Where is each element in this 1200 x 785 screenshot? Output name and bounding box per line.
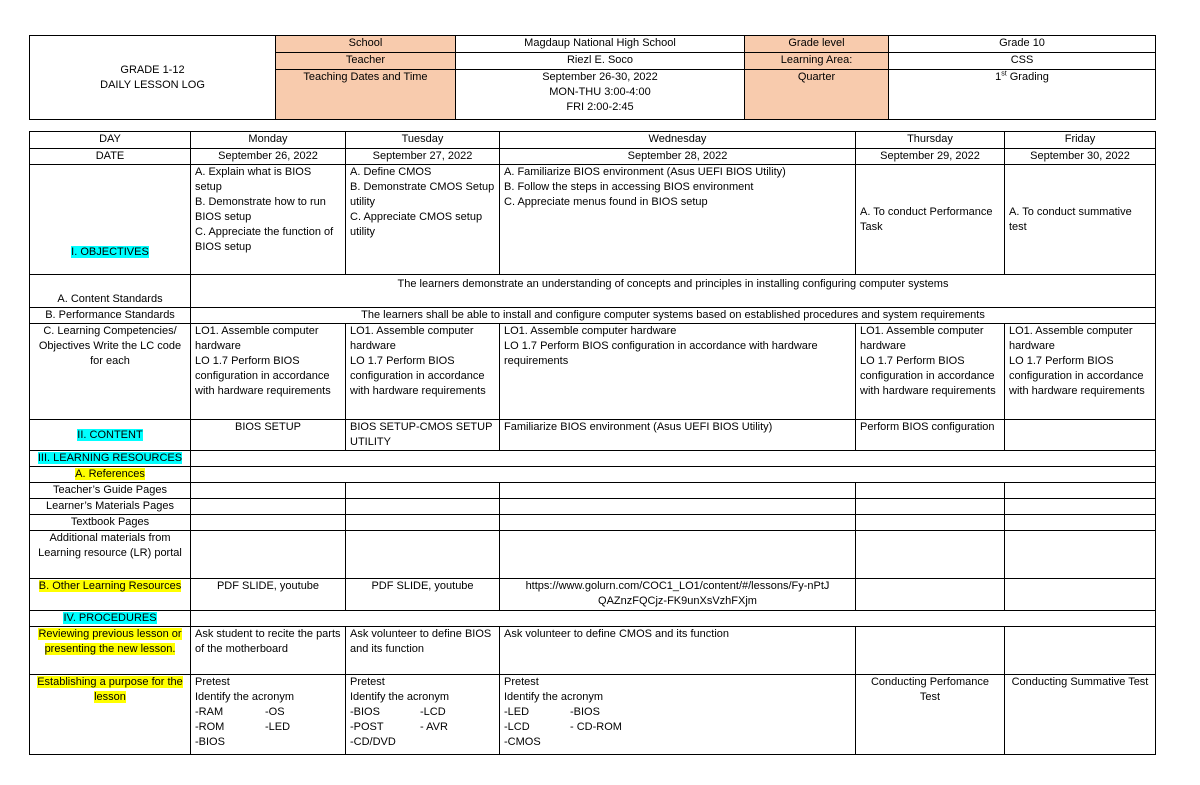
performance-standards-row [30, 308, 1156, 324]
grade-value: Grade 10 [889, 36, 1156, 53]
empty-cell [1005, 579, 1156, 611]
acronym: -BIOS [350, 706, 380, 718]
objective-item: B. Follow the steps in accessing BIOS environment [504, 181, 754, 193]
day-thursday: Thursday [856, 132, 1005, 149]
empty-cell [346, 515, 500, 531]
acronym: -CD/DVD [350, 736, 396, 748]
quarter-num: 1 [995, 71, 1002, 83]
teachers-guide-label: Teacher’s Guide Pages [30, 483, 191, 499]
acronym: - CD-ROM [570, 721, 622, 733]
acronym-row [350, 735, 495, 750]
date-label: DATE [30, 149, 191, 165]
content-row [30, 420, 1156, 451]
content-standards-row [30, 275, 1156, 308]
procedures-label: IV. PROCEDURES [63, 612, 157, 624]
learning-resources-value [191, 451, 1156, 467]
competencies-thursday [856, 324, 1005, 420]
purpose-row [30, 675, 1156, 755]
procedures-label-cell [30, 611, 191, 627]
textbook-row [30, 515, 1156, 531]
objective-item: B. Demonstrate CMOS Setup utility [350, 181, 495, 208]
purpose-friday: Conducting Summative Test [1005, 675, 1156, 755]
quarter-rest: Grading [1006, 71, 1049, 83]
objective-item: A. Familiarize BIOS environment (Asus UEFI BIOS Utility) [504, 166, 786, 178]
area-label: Learning Area: [745, 53, 889, 70]
acronym-row [350, 720, 495, 735]
competency-lo17: LO 1.7 Perform BIOS configuration in accordance with hardware requirements [860, 355, 996, 397]
teacher-value: Riezl E. Soco [456, 53, 745, 70]
other-resources-tuesday: PDF SLIDE, youtube [346, 579, 500, 611]
school-value: Magdaup National High School [456, 36, 745, 53]
objective-item: C. Appreciate the function of BIOS setup [195, 226, 334, 253]
performance-standards-value: The learners shall be able to install and configure computer systems based on established procedures and system requirements [191, 308, 1156, 324]
objectives-monday [191, 165, 346, 275]
pretest-title: Pretest [350, 676, 385, 688]
teacher-label: Teacher [276, 53, 456, 70]
acronym: -CMOS [504, 736, 541, 748]
learning-resources-label: III. LEARNING RESOURCES [37, 452, 183, 464]
empty-cell [500, 499, 856, 515]
quarter-sup: st [1001, 70, 1007, 78]
acronym-row [504, 705, 851, 720]
date-wednesday: September 28, 2022 [500, 149, 856, 165]
acronym: -LED [504, 706, 530, 718]
other-resources-monday: PDF SLIDE, youtube [191, 579, 346, 611]
objective-item: B. Demonstrate how to run BIOS setup [195, 196, 326, 223]
day-tuesday: Tuesday [346, 132, 500, 149]
empty-cell [856, 531, 1005, 579]
empty-cell [346, 483, 500, 499]
acronym: -LED [265, 721, 291, 733]
learning-resources-row [30, 451, 1156, 467]
acronym-row [504, 735, 851, 750]
acronym: -OS [265, 706, 285, 718]
reviewing-row [30, 627, 1156, 675]
reviewing-monday: Ask student to recite the parts of the motherboard [191, 627, 346, 675]
other-resources-label-cell [30, 579, 191, 611]
empty-cell [1005, 627, 1156, 675]
objectives-label: I. OBJECTIVES [71, 246, 149, 258]
acronym-row [195, 720, 341, 735]
content-thursday: Perform BIOS configuration [856, 420, 1005, 451]
day-friday: Friday [1005, 132, 1156, 149]
form-title-line2: DAILY LESSON LOG [100, 78, 205, 91]
content-label: II. CONTENT [77, 428, 143, 441]
acronym: -LCD [504, 721, 530, 733]
competency-lo1: LO1. Assemble computer hardware [350, 325, 474, 352]
other-resources-row [30, 579, 1156, 611]
empty-cell [346, 531, 500, 579]
objective-item: A. Explain what is BIOS setup [195, 166, 312, 193]
competencies-row [30, 324, 1156, 420]
empty-cell [500, 483, 856, 499]
empty-cell [346, 499, 500, 515]
competency-lo1: LO1. Assemble computer hardware [860, 325, 984, 352]
empty-cell [856, 627, 1005, 675]
references-label: A. References [75, 468, 145, 480]
competency-lo1: LO1. Assemble computer hardware [1009, 325, 1133, 352]
objectives-label-cell [30, 165, 191, 275]
dates-value-line1: September 26-30, 2022 [542, 71, 658, 83]
empty-cell [856, 483, 1005, 499]
form-title-line1: GRADE 1-12 [120, 63, 185, 76]
purpose-monday [191, 675, 346, 755]
references-row [30, 467, 1156, 483]
form-title [30, 36, 276, 120]
empty-cell [1005, 483, 1156, 499]
pretest-title: Pretest [504, 676, 539, 688]
header-table [29, 35, 1156, 120]
competency-lo1: LO1. Assemble computer hardware [504, 325, 677, 337]
objective-item: A. Define CMOS [350, 166, 432, 178]
competencies-monday [191, 324, 346, 420]
other-resources-link[interactable]: https://www.golurn.com/COC1_LO1/content/#/lessons/Fy-nPtJQAZnzFQCjz-FK9unXsVzhFXjm [500, 579, 856, 611]
objective-item: C. Appreciate CMOS setup utility [350, 211, 483, 238]
date-thursday: September 29, 2022 [856, 149, 1005, 165]
empty-cell [856, 499, 1005, 515]
learners-materials-label: Learner’s Materials Pages [30, 499, 191, 515]
pretest-instruction: Identify the acronym [195, 691, 295, 703]
objective-item: C. Appreciate menus found in BIOS setup [504, 196, 708, 208]
competency-lo17: LO 1.7 Perform BIOS configuration in accordance with hardware requirements [1009, 355, 1145, 397]
pretest-instruction: Identify the acronym [504, 691, 604, 703]
empty-cell [500, 515, 856, 531]
content-standards-value: The learners demonstrate an understanding of concepts and principles in installing configuring computer systems [191, 275, 1156, 308]
acronym: - AVR [420, 721, 448, 733]
date-monday: September 26, 2022 [191, 149, 346, 165]
objectives-friday: A. To conduct summative test [1005, 165, 1156, 275]
content-tuesday: BIOS SETUP-CMOS SETUP UTILITY [346, 420, 500, 451]
objectives-row [30, 165, 1156, 275]
day-row [30, 132, 1156, 149]
grade-label: Grade level [745, 36, 889, 53]
quarter-label: Quarter [745, 70, 889, 120]
objectives-thursday: A. To conduct Performance Task [856, 165, 1005, 275]
quarter-value [889, 70, 1156, 120]
reviewing-label: Reviewing previous lesson or presenting the new lesson. [38, 628, 182, 655]
competencies-label: C. Learning Competencies/ Objectives Write the LC code for each [30, 324, 191, 420]
references-value [191, 467, 1156, 483]
other-resources-label: B. Other Learning Resources [38, 580, 182, 592]
empty-cell [191, 515, 346, 531]
content-standards-label: A. Content Standards [30, 275, 191, 308]
pretest-title: Pretest [195, 676, 230, 688]
date-tuesday: September 27, 2022 [346, 149, 500, 165]
competency-lo17: LO 1.7 Perform BIOS configuration in accordance with hardware requirements [195, 355, 331, 397]
acronym-row [195, 705, 341, 720]
acronym: -POST [350, 721, 384, 733]
purpose-wednesday [500, 675, 856, 755]
content-monday: BIOS SETUP [191, 420, 346, 451]
reviewing-wednesday: Ask volunteer to define CMOS and its function [500, 627, 856, 675]
purpose-tuesday [346, 675, 500, 755]
school-label: School [276, 36, 456, 53]
content-friday [1005, 420, 1156, 451]
lesson-log-table [29, 131, 1156, 755]
pretest-instruction: Identify the acronym [350, 691, 450, 703]
acronym: -LCD [420, 706, 446, 718]
acronym: -BIOS [195, 736, 225, 748]
date-row [30, 149, 1156, 165]
empty-cell [856, 579, 1005, 611]
acronym-row [504, 720, 851, 735]
empty-cell [1005, 515, 1156, 531]
procedures-row [30, 611, 1156, 627]
references-label-cell [30, 467, 191, 483]
date-friday: September 30, 2022 [1005, 149, 1156, 165]
acronym: -ROM [195, 721, 225, 733]
acronym: -RAM [195, 706, 224, 718]
empty-cell [191, 531, 346, 579]
day-monday: Monday [191, 132, 346, 149]
performance-standards-label: B. Performance Standards [30, 308, 191, 324]
additional-materials-label: Additional materials from Learning resource (LR) portal [30, 531, 191, 579]
learners-materials-row [30, 499, 1156, 515]
textbook-label: Textbook Pages [30, 515, 191, 531]
empty-cell [856, 515, 1005, 531]
area-value: CSS [889, 53, 1156, 70]
acronym-row [350, 705, 495, 720]
dates-value-line2: MON-THU 3:00-4:00 [549, 86, 651, 98]
teachers-guide-row [30, 483, 1156, 499]
objectives-wednesday [500, 165, 856, 275]
content-wednesday: Familiarize BIOS environment (Asus UEFI BIOS Utility) [500, 420, 856, 451]
empty-cell [1005, 499, 1156, 515]
purpose-label: Establishing a purpose for the lesson [37, 676, 183, 703]
learning-resources-label-cell [30, 451, 191, 467]
competency-lo17: LO 1.7 Perform BIOS configuration in accordance with hardware requirements [350, 355, 486, 397]
dates-label: Teaching Dates and Time [276, 70, 456, 120]
day-wednesday: Wednesday [500, 132, 856, 149]
purpose-thursday: Conducting Perfomance Test [856, 675, 1005, 755]
competency-lo17: LO 1.7 Perform BIOS configuration in accordance with hardware requirements [504, 340, 818, 367]
acronym-row [195, 735, 341, 750]
competency-lo1: LO1. Assemble computer hardware [195, 325, 319, 352]
day-label: DAY [30, 132, 191, 149]
dates-value [456, 70, 745, 120]
empty-cell [500, 531, 856, 579]
competencies-wednesday [500, 324, 856, 420]
reviewing-tuesday: Ask volunteer to define BIOS and its function [346, 627, 500, 675]
reviewing-label-cell [30, 627, 191, 675]
empty-cell [191, 499, 346, 515]
additional-materials-row [30, 531, 1156, 579]
acronym: -BIOS [570, 706, 600, 718]
competencies-tuesday [346, 324, 500, 420]
content-label-cell [30, 420, 191, 451]
purpose-label-cell [30, 675, 191, 755]
competencies-friday [1005, 324, 1156, 420]
dates-value-line3: FRI 2:00-2:45 [566, 101, 634, 113]
empty-cell [191, 483, 346, 499]
empty-cell [1005, 531, 1156, 579]
objectives-tuesday [346, 165, 500, 275]
procedures-value [191, 611, 1156, 627]
